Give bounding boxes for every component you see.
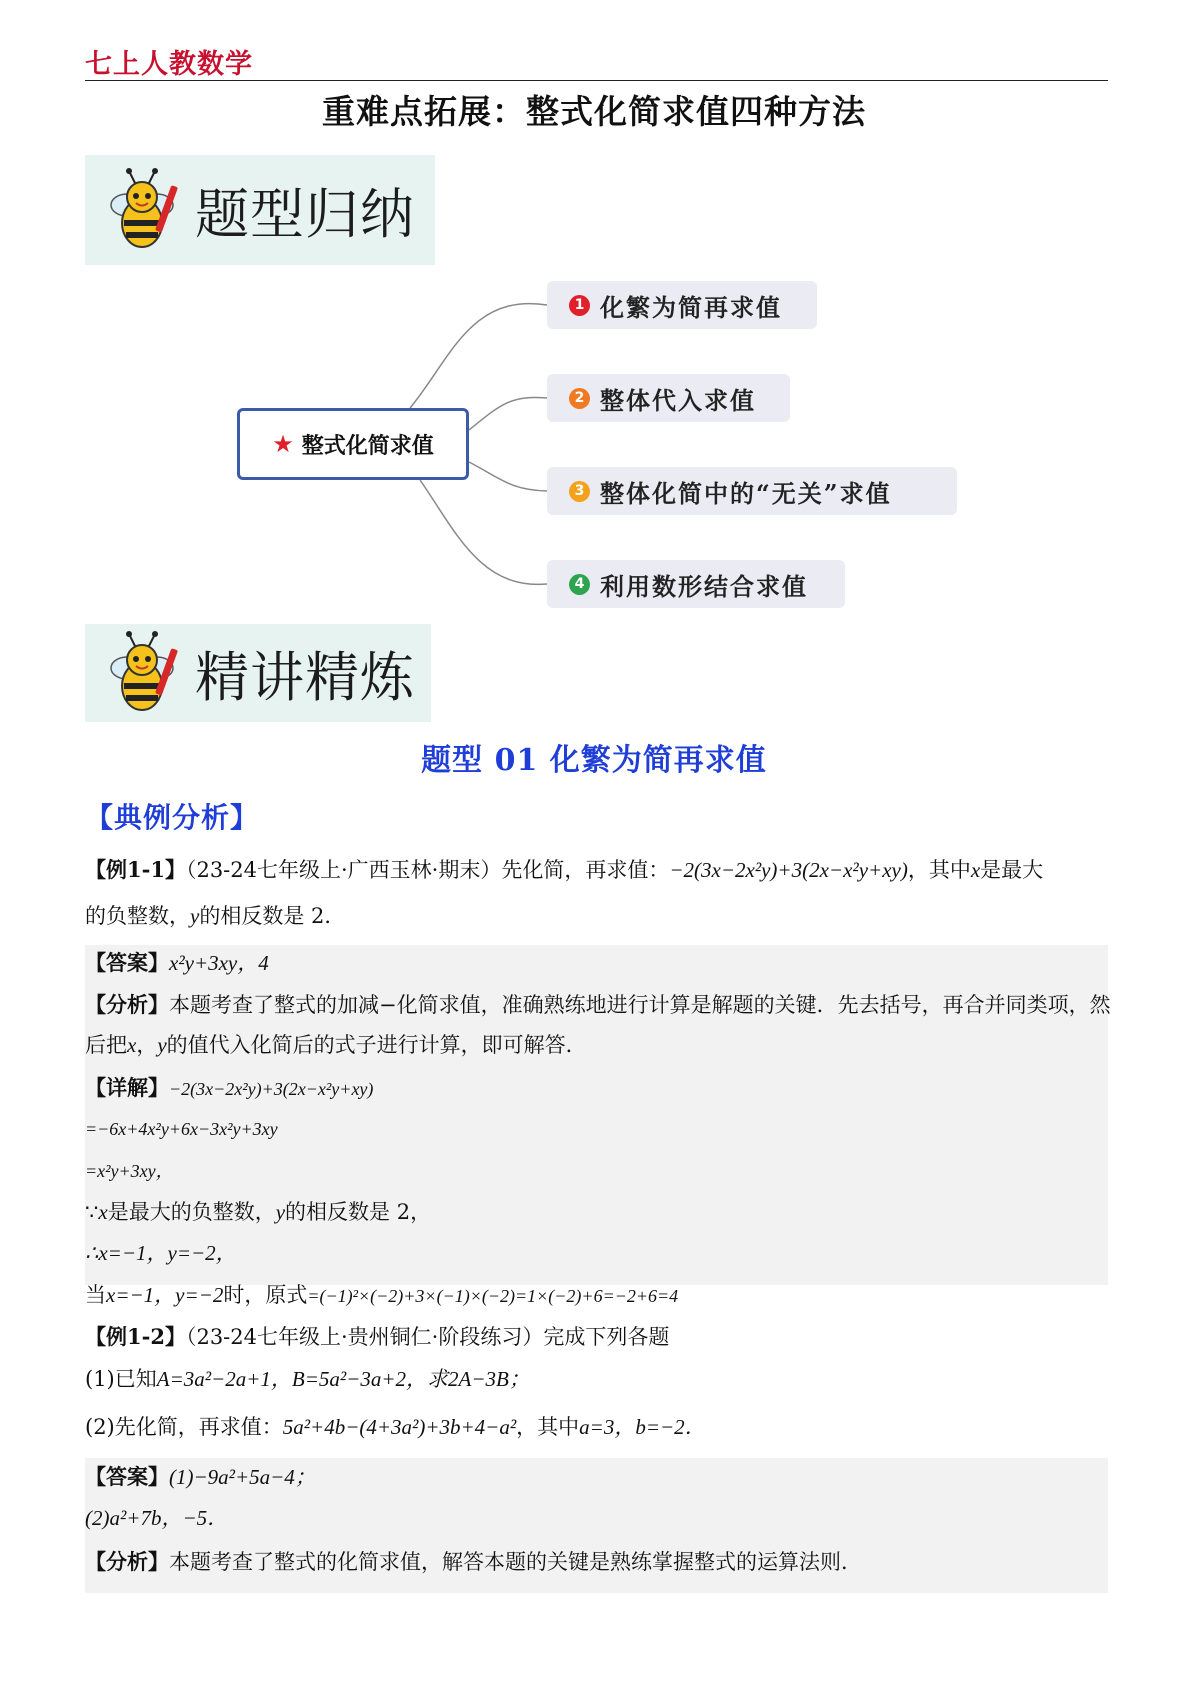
section-heading: 题型 01 化繁为简再求值 (421, 743, 767, 778)
example-tag: 【例1-2】 (85, 1324, 186, 1349)
mindmap-branch-label: 利用数形结合求值 (600, 571, 808, 601)
summary-banner-label: 题型归纳 (195, 182, 415, 246)
number-4-icon: 4 (569, 574, 590, 595)
analysis-line: 【分析】本题考查了整式的加减−化简求值，准确熟练地进行计算是解题的关键．先去括号，再合并同类项，然 (85, 992, 1111, 1017)
mindmap-root-label: 整式化简求值 (301, 433, 434, 459)
detail-step-2: =x²y+3xy， (85, 1161, 174, 1181)
number-3-icon: 3 (569, 481, 590, 502)
detail-line: 【详解】−2(3x−2x²y)+3(2x−x²y+xy) (85, 1075, 374, 1100)
example-1-2-part-2: (2)先化简，再求值：5a²+4b−(4+3a²)+3b+4−a²，其中a=3，b=−2． (85, 1415, 706, 1439)
mindmap-branch-4 (547, 560, 845, 608)
header-divider (85, 80, 1108, 81)
mindmap-branch-3 (547, 467, 957, 515)
practice-banner (85, 624, 431, 722)
mindmap-root (237, 408, 469, 480)
math-expression: −2(3x−2x²y)+3(2x−x²y+xy) (669, 858, 908, 882)
mindmap-branch-2 (547, 374, 790, 422)
star-icon: ★ (272, 430, 294, 458)
detail-step-4: ∴x=−1，y=−2， (85, 1241, 237, 1265)
document-title: 重难点拓展：整式化简求值四种方法 (322, 92, 866, 131)
example-1-1-question-cont: 的负整数，y的相反数是 2． (85, 904, 346, 928)
analysis-line: 【分析】本题考查了整式的化简求值，解答本题的关键是熟练掌握整式的运算法则． (85, 1549, 862, 1574)
bee-mascot-icon (97, 165, 187, 255)
mindmap-branch-label: 整体代入求值 (600, 385, 756, 415)
practice-banner-label: 精讲精炼 (195, 645, 415, 709)
analysis-line-cont: 后把x，y的值代入化简后的式子进行计算，即可解答． (85, 1033, 587, 1057)
answer-line: 【答案】(1)−9a²+5a−4； (85, 1464, 316, 1489)
example-1-2-question: 【例1-2】（23-24七年级上·贵州铜仁·阶段练习）完成下列各题 (85, 1324, 670, 1349)
mindmap-branch-1 (547, 281, 817, 329)
detail-step-3: ∵x是最大的负整数，y的相反数是 2， (85, 1200, 432, 1224)
number-1-icon: 1 (569, 295, 590, 316)
example-1-2-part-1: (1)已知A=3a²−2a+1，B=5a²−3a+2，求2A−3B； (85, 1367, 530, 1391)
mindmap-branch-label: 整体化简中的“无关”求值 (600, 478, 892, 508)
bee-mascot-icon (97, 628, 187, 718)
mindmap-branch-label: 化繁为简再求值 (600, 292, 782, 322)
number-2-icon: 2 (569, 388, 590, 409)
example-tag: 【例1-1】 (85, 857, 186, 882)
detail-step-1: =−6x+4x²y+6x−3x²y+3xy (85, 1119, 278, 1139)
answer-line: 【答案】x²y+3xy，4 (85, 950, 269, 975)
detail-step-5: 当x=−1，y=−2时，原式=(−1)²×(−2)+3×(−1)×(−2)=1×(−2)+6=−2+6=4 (85, 1283, 679, 1307)
summary-banner (85, 155, 435, 265)
example-1-1-question: 【例1-1】（23-24七年级上·广西玉林·期末）先化简，再求值：−2(3x−2x²y)+3(2x−x²y+xy)，其中x是最大 (85, 857, 1044, 882)
header-title: 七上人教数学 (85, 49, 253, 80)
analysis-heading: 【典例分析】 (85, 801, 260, 834)
answer-line-2: (2)a²+7b，−5． (85, 1506, 229, 1530)
